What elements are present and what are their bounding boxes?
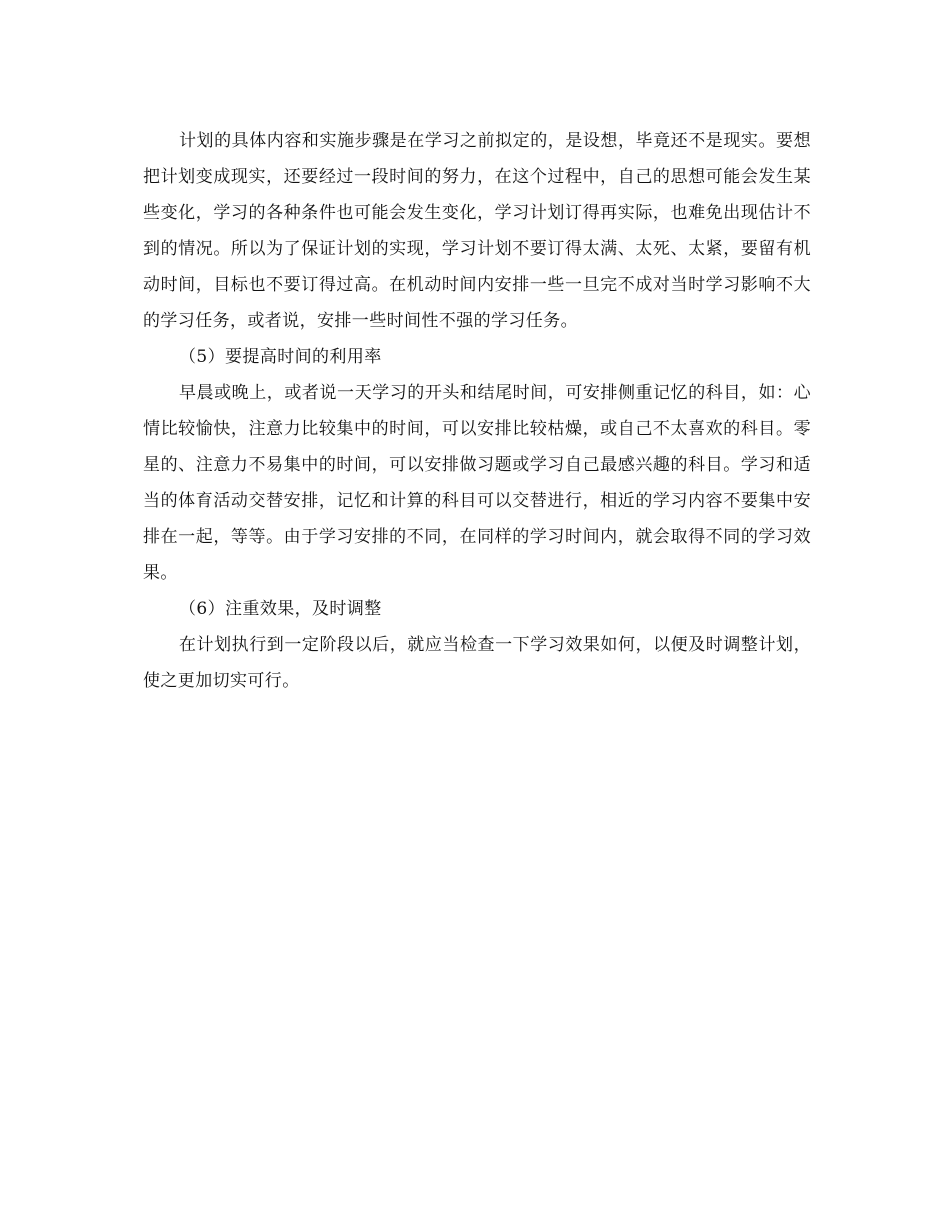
paragraph-adjust-plan: 在计划执行到一定阶段以后，就应当检查一下学习效果如何，以便及时调整计划，使之更加切实可行。 [143, 635, 811, 691]
paragraph-time-utilization: 早晨或晚上，或者说一天学习的开头和结尾时间，可安排侧重记忆的科目，如：心情比较愉快，注意力比较集中的时间，可以安排比较枯燥，或自己不太喜欢的科目。零星的、注意力不易集中的时间，可以安排做习题或学习自己最感兴趣的科目。学习和适当的体育活动交替安排，记忆和计算的科目可以交替进行，相近的学习内容不要集中安排在一起，等等。由于学习安排的不同，在同样的学习时间内，就会取得不同的学习效果。 [143, 383, 811, 583]
document-body [143, 123, 811, 699]
paragraph-plan-flexibility: 计划的具体内容和实施步骤是在学习之前拟定的，是设想，毕竟还不是现实。要想把计划变成现实，还要经过一段时间的努力，在这个过程中，自己的思想可能会发生某些变化，学习的各种条件也可能会发生变化，学习计划订得再实际，也难免出现估计不到的情况。所以为了保证计划的实现，学习计划不要订得太满、太死、太紧，要留有机动时间，目标也不要订得过高。在机动时间内安排一些一旦完不成对当时学习影响不大的学习任务，或者说，安排一些时间性不强的学习任务。 [143, 131, 811, 331]
section-heading-6: （6）注重效果，及时调整 [179, 599, 382, 619]
section-heading-5: （5）要提高时间的利用率 [179, 347, 382, 367]
